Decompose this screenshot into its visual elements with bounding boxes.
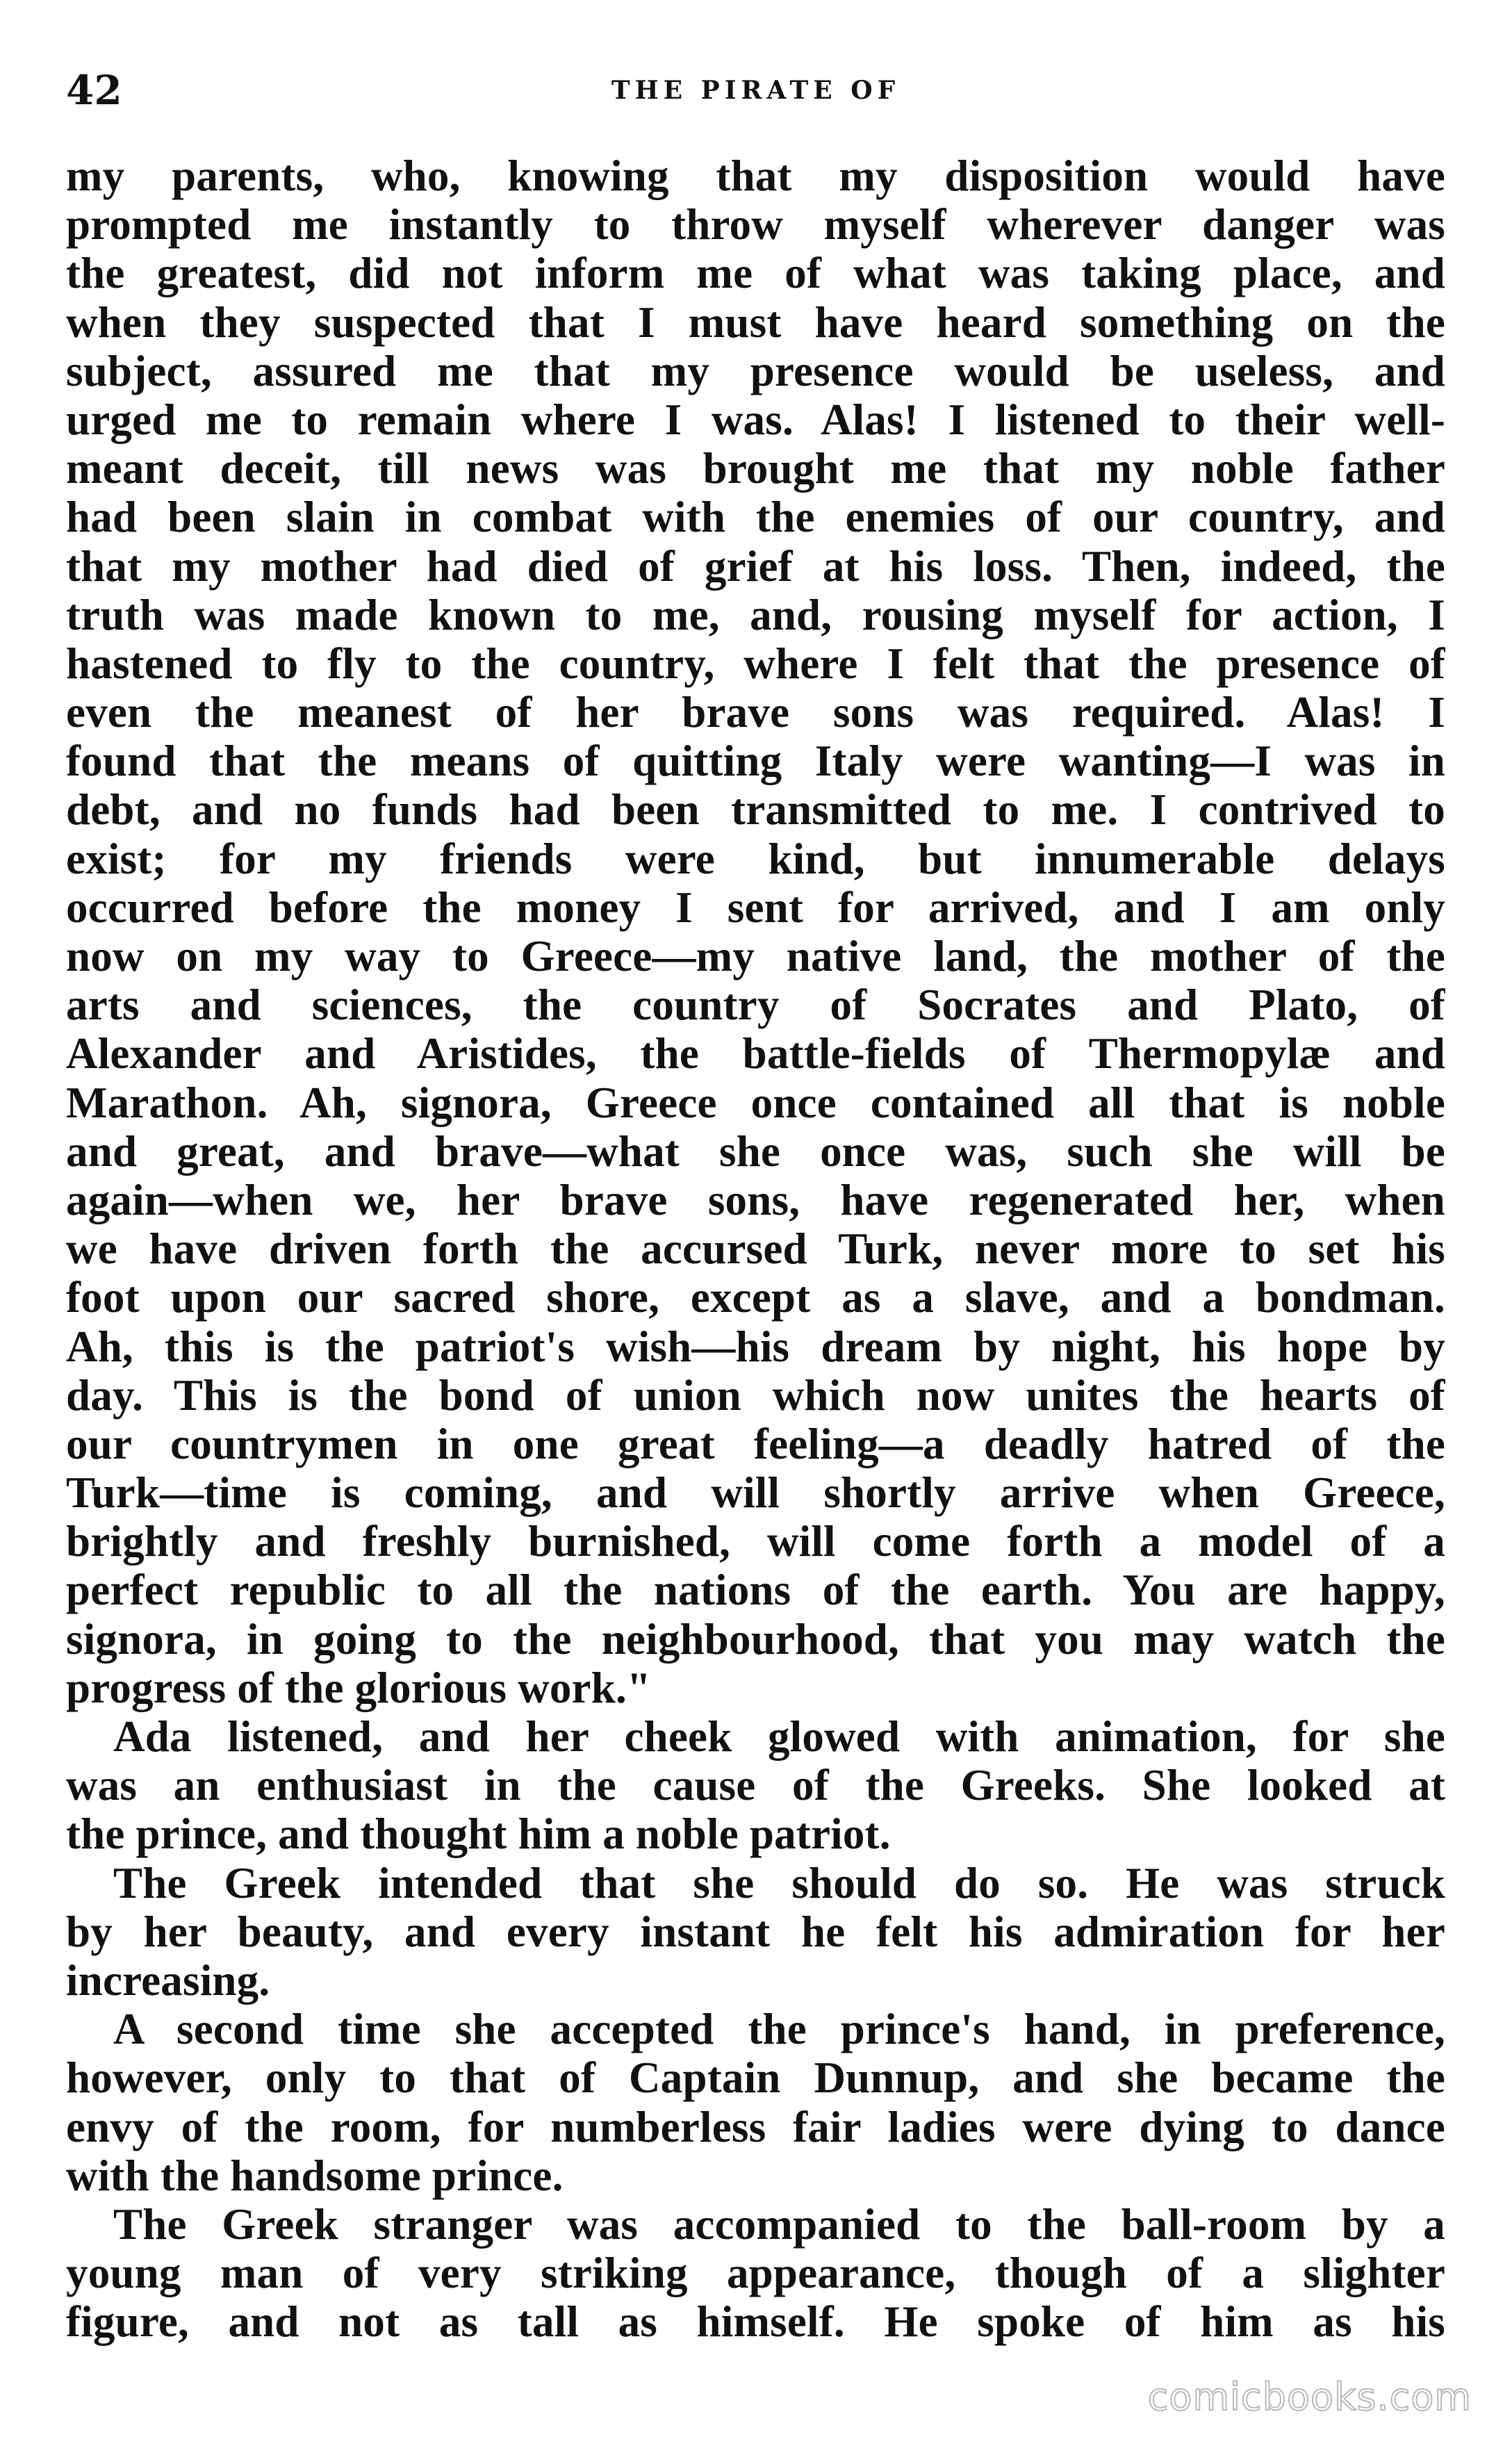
text-line: perfect republic to all the nations of the earth. You are happy, [66,1566,1445,1615]
running-head [66,66,1445,115]
text-line: envy of the room, for numberless fair ladies were dying to dance [66,2102,1445,2151]
text-line: brightly and freshly burnished, will come forth a model of a [66,1517,1445,1566]
text-line: foot upon our sacred shore, except as a slave, and a bondman. [66,1273,1445,1322]
text-line: my parents, who, knowing that my disposition would have [66,151,1445,200]
text-line: we have driven forth the accursed Turk, never more to set his [66,1224,1445,1274]
text-line: Marathon. Ah, signora, Greece once contained all that is noble [66,1078,1445,1127]
page-number: 42 [66,67,122,114]
watermark-text: comicbooks.com [1147,2375,1472,2419]
paragraph-end-line: the prince, and thought him a noble patriot. [66,1809,891,1859]
text-line: day. This is the bond of union which now unites the hearts of [66,1370,1445,1420]
text-line: debt, and no funds had been transmitted to me. I contrived to [66,785,1445,835]
text-line: Alexander and Aristides, the battle-fields of Thermopylæ and [66,1029,1445,1078]
text-line: the greatest, did not inform me of what was taking place, and [66,249,1445,298]
text-line: found that the means of quitting Italy were wanting—I was in [66,737,1445,786]
text-line: again—when we, her brave sons, have regenerated her, when [66,1175,1445,1224]
text-line: meant deceit, till news was brought me that my noble father [66,444,1445,493]
text-line: urged me to remain where I was. Alas! I listened to their well- [66,395,1445,444]
text-line: Ah, this is the patriot's wish—his dream by night, his hope by [66,1322,1445,1371]
text-line: prompted me instantly to throw myself wherever danger was [66,200,1445,249]
paragraph-end-line: increasing. [66,1955,270,2005]
text-line: arts and sciences, the country of Socrates and Plato, of [66,980,1445,1030]
paragraph-end-line: progress of the glorious work." [66,1663,652,1712]
body-text [66,151,1445,2379]
paragraph-first-line: The Greek intended that she should do so. He was struck [113,1858,1445,1907]
text-line: hastened to fly to the country, where I felt that the presence of [66,639,1445,688]
paragraph-first-line: Ada listened, and her cheek glowed with animation, for she [113,1712,1445,1761]
paragraph-first-line: A second time she accepted the prince's hand, in preference, [113,2005,1445,2054]
text-line: occurred before the money I sent for arrived, and I am only [66,883,1445,932]
text-line: when they suspected that I must have heard something on the [66,297,1445,347]
text-line: our countrymen in one great feeling—a deadly hatred of the [66,1419,1445,1468]
text-line: young man of very striking appearance, though of a slighter [66,2249,1445,2298]
text-line: that my mother had died of grief at his loss. Then, indeed, the [66,541,1445,591]
text-line: and great, and brave—what she once was, such she will be [66,1126,1445,1176]
text-line: by her beauty, and every instant he felt his admiration for her [66,1907,1445,1956]
paragraph-first-line: The Greek stranger was accompanied to the ball-room by a [113,2199,1445,2249]
text-line: now on my way to Greece—my native land, the mother of the [66,932,1445,980]
text-line: even the meanest of her brave sons was required. Alas! I [66,688,1445,737]
text-line: had been slain in combat with the enemies of our country, and [66,493,1445,542]
text-line: exist; for my friends were kind, but innumerable delays [66,834,1445,883]
running-title: THE PIRATE OF [611,76,901,105]
text-line: was an enthusiast in the cause of the Greeks. She looked at [66,1761,1445,1810]
paragraph-end-line: with the handsome prince. [66,2151,564,2200]
text-line: subject, assured me that my presence would be useless, and [66,346,1445,395]
text-line: figure, and not as tall as himself. He spoke of him as his [66,2297,1445,2347]
text-line: Turk—time is coming, and will shortly arrive when Greece, [66,1468,1445,1518]
text-line: signora, in going to the neighbourhood, that you may watch the [66,1614,1445,1664]
text-line: however, only to that of Captain Dunnup, and she became the [66,2053,1445,2103]
text-line: truth was made known to me, and, rousing myself for action, I [66,590,1445,639]
